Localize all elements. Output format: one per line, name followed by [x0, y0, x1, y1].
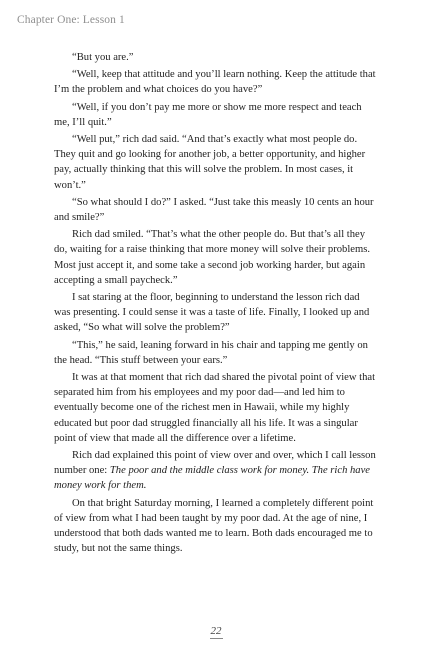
paragraph: Rich dad smiled. “That’s what the other people do. But that’s all they do, waiting for a raise thinking that more money will solve their problems. Most just accept it, and some take a second job working harder, but again accepting a small paycheck.” [54, 229, 370, 286]
paragraph-lesson-one [54, 448, 376, 494]
paragraph: “This,” he said, leaning forward in his chair and tapping me gently on the head. “This stuff between your ears.” [54, 339, 368, 366]
page-number-container [0, 619, 432, 638]
paragraph: “So what should I do?” I asked. “Just take this measly 10 cents an hour and smile?” [54, 196, 374, 224]
paragraph: “Well, keep that attitude and you’ll learn nothing. Keep the attitude that I’m the problem and what choices do you have?” [54, 69, 376, 96]
lesson-one-emphasis: The poor and the middle class work for money. The rich have money work for them. [54, 465, 371, 492]
running-head: Chapter One: Lesson 1 [17, 14, 125, 26]
paragraph: I sat staring at the floor, beginning to understand the lesson rich dad was presenting. I could sense it was a taste of life. Finally, I looked up and asked, “So what will solve the problem?” [54, 292, 370, 334]
paragraph: It was at that moment that rich dad shared the pivotal point of view that separated him from his employees and my poor dad—and led him to eventually become one of the richest men in Hawaii, while my highly educated but poor dad struggled financially all his life. It was a singular point of view that made all the difference over a lifetime. [54, 372, 376, 444]
paragraph: On that bright Saturday morning, I learned a completely different point of view from what I had been taught by my poor dad. At the age of nine, I understood that both dads wanted me to learn. Both dads encouraged me to study, but not the same things. [54, 497, 374, 555]
body-text [54, 50, 376, 557]
paragraph: “But you are.” [72, 52, 134, 63]
paragraph-lead-text: Rich dad explained this point of view over and over, which I call lesson number one: [54, 450, 376, 477]
paragraph: “Well, if you don’t pay me more or show me more respect and teach me, I’ll quit.” [54, 101, 362, 128]
page-number: 22 [210, 625, 222, 637]
paragraph: “Well put,” rich dad said. “And that’s exactly what most people do. They quit and go looking for another job, a better opportunity, and higher pay, actually thinking that this will solve the problem. In most cases, it won’t.” [54, 134, 366, 191]
